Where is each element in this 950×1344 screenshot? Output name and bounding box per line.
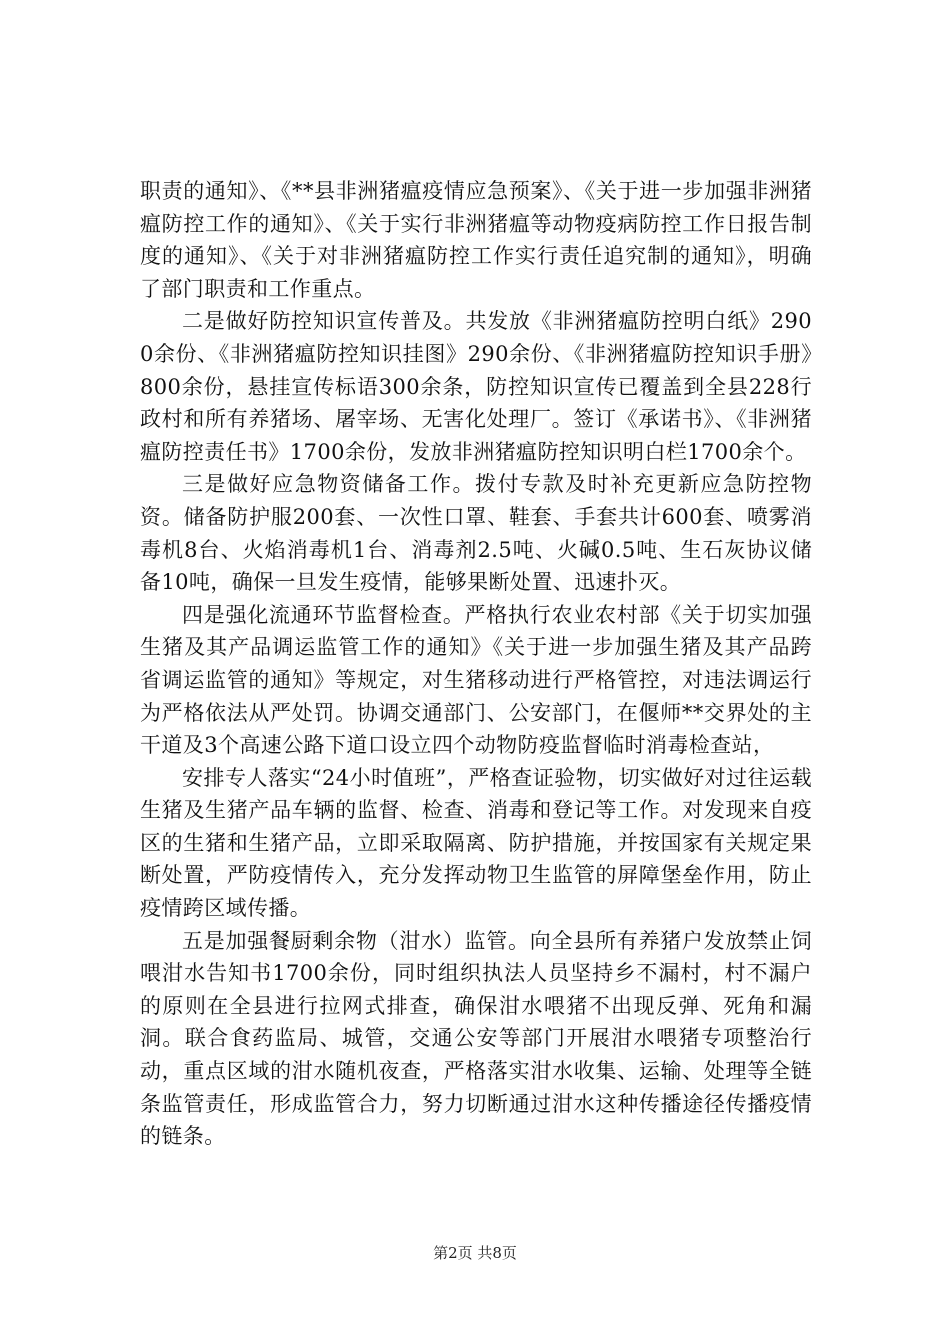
document-body bbox=[140, 175, 812, 1153]
paragraph-continuation: 职责的通知》、《**县非洲猪瘟疫情应急预案》、《关于进一步加强非洲猪瘟防控工作的通知》、《关于实行非洲猪瘟等动物疫病防控工作日报告制度的通知》、《关于对非洲猪瘟防控工作实行责任追究制的通知》，明确了部门职责和工作重点。 bbox=[140, 179, 812, 301]
paragraph-24h-duty: 安排专人落实“24小时值班”，严格查证验物，切实做好对过往运载生猪及生猪产品车辆的监督、检查、消毒和登记等工作。对发现来自疫区的生猪和生猪产品，立即采取隔离、防护措施，并按国家有关规定果断处置，严防疫情传入，充分发挥动物卫生监管的屏障堡垒作用，防止疫情跨区域传播。 bbox=[140, 765, 812, 921]
paragraph-knowledge-publicity: 二是做好防控知识宣传普及。共发放《非洲猪瘟防控明白纸》2900余份、《非洲猪瘟防控知识挂图》290余份、《非洲猪瘟防控知识手册》800余份，悬挂宣传标语300余条，防控知识宣传已覆盖到全县228行政村和所有养猪场、屠宰场、无害化处理厂。签订《承诺书》、《非洲猪瘟防控责任书》1700余份，发放非洲猪瘟防控知识明白栏1700余个。 bbox=[140, 309, 812, 464]
paragraph-swill-supervision: 五是加强餐厨剩余物（泔水）监管。向全县所有养猪户发放禁止饲喂泔水告知书1700余份，同时组织执法人员坚持乡不漏村，村不漏户的原则在全县进行拉网式排查，确保泔水喂猪不出现反弹、死角和漏洞。联合食药监局、城管，交通公安等部门开展泔水喂猪专项整治行动，重点区域的泔水随机夜查，严格落实泔水收集、运输、处理等全链条监管责任，形成监管合力，努力切断通过泔水这种传播途径传播疫情的链条。 bbox=[140, 928, 812, 1149]
paragraph-circulation-inspection: 四是强化流通环节监督检查。严格执行农业农村部《关于切实加强生猪及其产品调运监管工作的通知》《关于进一步加强生猪及其产品跨省调运监管的通知》等规定，对生猪移动进行严格管控，对违法调运行为严格依法从严处罚。协调交通部门、公安部门，在偃师**交界处的主干道及3个高速公路下道口设立四个动物防疫监督临时消毒检查站， bbox=[140, 602, 812, 758]
paragraph-emergency-supplies: 三是做好应急物资储备工作。拨付专款及时补充更新应急防控物资。储备防护服200套、一次性口罩、鞋套、手套共计600套、喷雾消毒机8台、火焰消毒机1台、消毒剂2.5吨、火碱0.5吨、生石灰协议储备10吨，确保一旦发生疫情，能够果断处置、迅速扑灭。 bbox=[140, 472, 812, 595]
page-footer: 第2页 共8页 bbox=[433, 1244, 517, 1262]
